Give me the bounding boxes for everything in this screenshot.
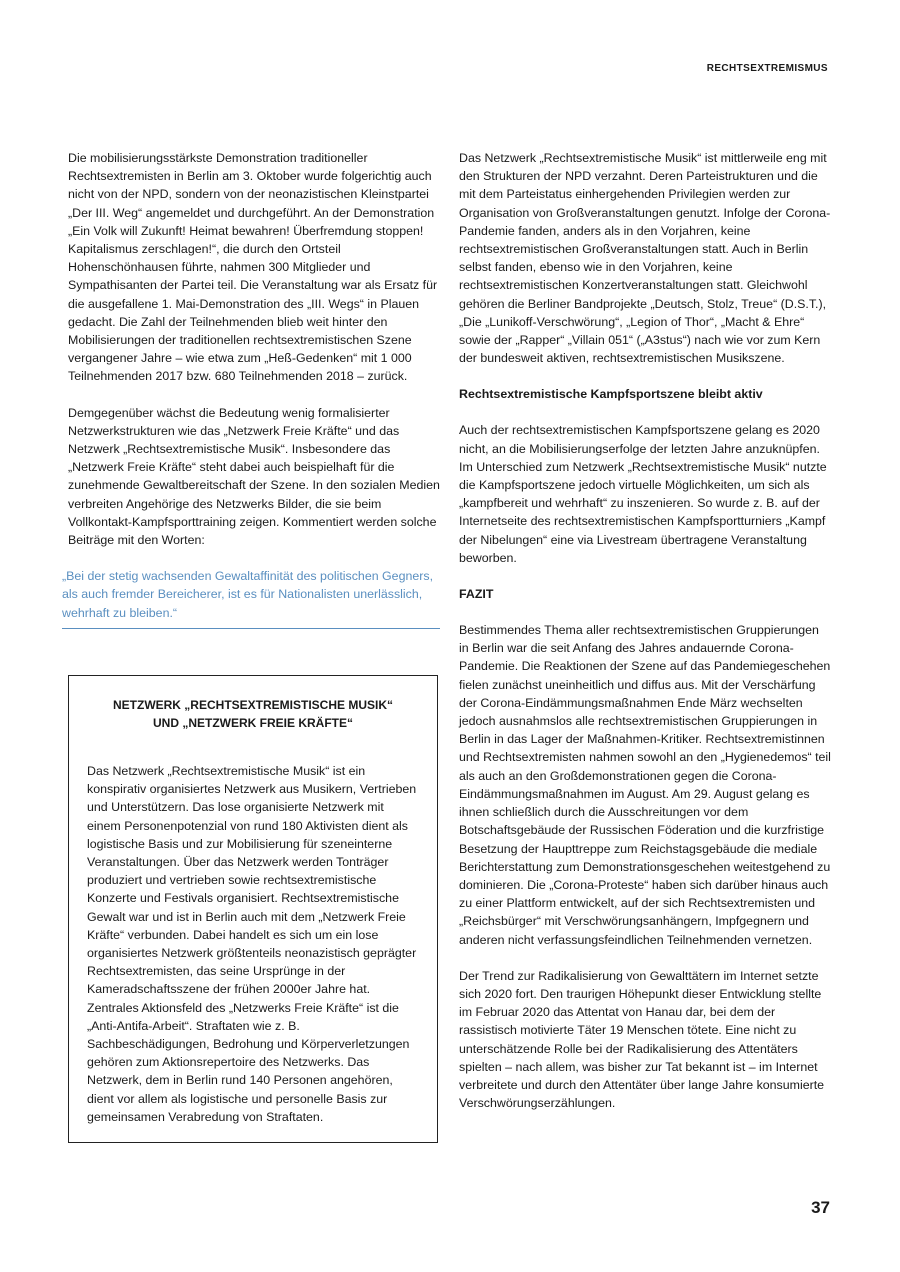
heading-fazit: FAZIT (459, 587, 494, 602)
paragraph-musik-netzwerk: Das Netzwerk „Rechtsextremistische Musik“ ist mittlerweile eng mit den Strukturen der NPD verzahnt. Deren Parteistrukturen und die mit dem Parteistatus einhergehenden Privilegien werden zur Organisation von Großveranstaltungen genutzt. Infolge der Corona-Pandemie fanden, anders als in den Vorjahren, keine rechtsextremistischen Großveranstaltungen statt. Auch in Berlin selbst fanden, ebenso wie in den Vorjahren, keine rechtsextremistischen Konzertveranstaltungen statt. Gleichwohl gehören die Berliner Bandprojekte „Deutsch, Stolz, Treue“ (D.S.T.), „Die „Lunikoff-Verschwörung“, „Legion of Thor“, „Macht & Ehre“ sowie der „Rapper“ „Villain 051“ („A3stus“) nach wie vor zum Kern der bundesweit aktiven, rechtsextremistischen Musikszene. (459, 151, 831, 366)
paragraph-netzwerkstrukturen: Demgegenüber wächst die Bedeutung wenig formalisierter Netzwerkstrukturen wie das „Netzwerk Freie Kräfte“ und das Netzwerk „Rechtsextremistische Musik“. Insbesondere das „Netzwerk Freie Kräfte“ steht dabei auch beispielhaft für die zunehmende Gewaltbereitschaft der Szene. In den sozialen Medien verbreiten Angehörige des Netzwerks Bilder, die sie beim Vollkontakt-Kampfsporttraining zeigen. Kommentiert werden solche Beiträge mit den Worten: (68, 405, 440, 548)
page-number: 37 (811, 1198, 830, 1217)
info-box-title (87, 696, 419, 732)
paragraph-demonstration: Die mobilisierungsstärkste Demonstration traditioneller Rechtsextremisten in Berlin am 3. Oktober wurde folgerichtig auch nicht von der NPD, sondern von der neonazistischen Kleinstpartei „Der III. Weg“ angemeldet und durchgeführt. An der Demonstration „Ein Volk will Zukunft! Heimat bewahren! Überfremdung stoppen! Kapitalismus zerschlagen!“, die durch den Ortsteil Hohenschönhausen führte, nahmen 300 Mitglieder und Sympathisanten der Partei teil. Die Veranstaltung war als Ersatz für die ausgefallene 1. Mai-Demonstration des „III. Wegs“ in Plauen gedacht. Die Zahl der Teilnehmenden blieb weit hinter den Mobilisierungen der traditionellen rechtsextremistischen Szene vergangener Jahre – wie etwa zum „Heß-Gedenken“ mit 1 000 Teilnehmenden 2017 bzw. 680 Teilnehmenden 2018 – zurück. (68, 151, 438, 384)
pull-quote: „Bei der stetig wachsenden Gewaltaffinität des politischen Gegners, als auch fremder Bereicherer, ist es für Nationalisten unerlässlich, wehrhaft zu bleiben.“ (62, 567, 440, 629)
paragraph-radikalisierung: Der Trend zur Radikalisierung von Gewalttätern im Internet setzte sich 2020 fort. Den traurigen Höhepunkt dieser Entwicklung stellte im Februar 2020 das Attentat von Hanau dar, bei dem der rassistisch motivierte Täter 19 Menschen tötete. Eine nicht zu unterschätzende Rolle bei der Radikalisierung des Attentäters spielten – nach allem, was bisher zur Tat bekannt ist – im Internet verbreitete und durch den Attentäter über lange Jahre konsumierte Verschwörungserzählungen. (459, 968, 825, 1111)
heading-kampfsportszene: Rechtsextremistische Kampfsportszene bleibt aktiv (459, 387, 763, 402)
info-box (68, 675, 438, 1143)
info-box-title-line-1: NETZWERK „RECHTSEXTREMISTISCHE MUSIK“ (112, 698, 393, 712)
paragraph-kampfsportszene: Auch der rechtsextremistischen Kampfsportszene gelang es 2020 nicht, an die Mobilisierungserfolge der letzten Jahre anzuknüpfen. Im Unterschied zum Netzwerk „Rechtsextremistische Musik“ nutzte die Kampfsportszene jedoch virtuelle Möglichkeiten, um sich als „kampfbereit und wehrhaft“ zu inszenieren. So wurde z. B. auf der Internetseite des rechtsextremistischen Kampfsportturniers „Kampf der Nibelungen“ eine via Livestream übertragene Veranstaltung beworben. (459, 423, 827, 565)
section-header: RECHTSEXTREMISMUS (706, 63, 828, 74)
info-box-text: Das Netzwerk „Rechtsextremistische Musik“ ist ein konspirativ organisiertes Netzwerk aus Musikern, Vertrieben und Unterstützern. Das lose organisierte Netzwerk mit einem Personenpotenzial von rund 180 Aktivisten dient als logistische Basis und zur Mobilisierung für szeneinterne Veranstaltungen. Über das Netzwerk werden Tonträger produziert und vertrieben sowie rechtsextremistische Konzerte und Festivals organisiert. Rechtsextremistische Gewalt war und ist in Berlin auch mit dem „Netzwerk Freie Kräfte“ verbunden. Dabei handelt es sich um ein lose organisiertes Netzwerk größtenteils neonazistisch geprägter Rechtsextremisten, das seine Ursprünge in der Kameradschaftsszene der frühen 2000er Jahre hat. Zentrales Aktionsfeld des „Netzwerks Freie Kräfte“ ist die „Anti-Antifa-Arbeit“. Straftaten wie z. B. Sachbeschädigungen, Bedrohung und Körperverletzungen gehören zum Aktionsrepertoire des Netzwerks. Das Netzwerk, dem in Berlin rund 140 Personen angehören, dient vor allem als logistische und personelle Basis zur gemeinsamen Verabredung von Straftaten. (87, 764, 417, 1124)
paragraph-fazit: Bestimmendes Thema aller rechtsextremistischen Gruppierungen in Berlin war die seit Anfang des Jahres andauernde Corona-Pandemie. Die Reaktionen der Szene auf das Pandemiegeschehen fielen zunächst uneinheitlich und diffus aus. Mit der Verschärfung der Corona-Eindämmungsmaßnahmen Ende März wechselten jedoch ausnahmslos alle rechtsextremistischen Gruppierungen in Berlin in das Lager der Maßnahmen-Kritiker. Rechtsextremistinnen und Rechtsextremisten nahmen sowohl an den „Hygienedemos“ teil als auch an den Großdemonstrationen gegen die Corona-Eindämmungsmaßnahmen im August. Am 29. August gelang es ihnen schließlich durch die Ausschreitungen vor dem Botschaftsgebäude der Russischen Föderation und die kurzfristige Besetzung der Haupttreppe zum Reichstagsgebäude die mediale Berichterstattung zum Demonstrationsgeschehen weitestgehend zu dominieren. Die „Corona-Proteste“ haben sich darüber hinaus auch zu einer Plattform entwickelt, auf der sich Rechtsextremisten und „Reichsbürger“ mit Verschwörungsanhängern, Impfgegnern und anderen nicht verfassungsfeindlichen Teilnehmenden vernetzen. (459, 623, 831, 947)
right-column (459, 149, 831, 1112)
left-column (62, 149, 440, 629)
info-box-title-line-2: UND „NETZWERK FREIE KRÄFTE“ (153, 716, 353, 730)
